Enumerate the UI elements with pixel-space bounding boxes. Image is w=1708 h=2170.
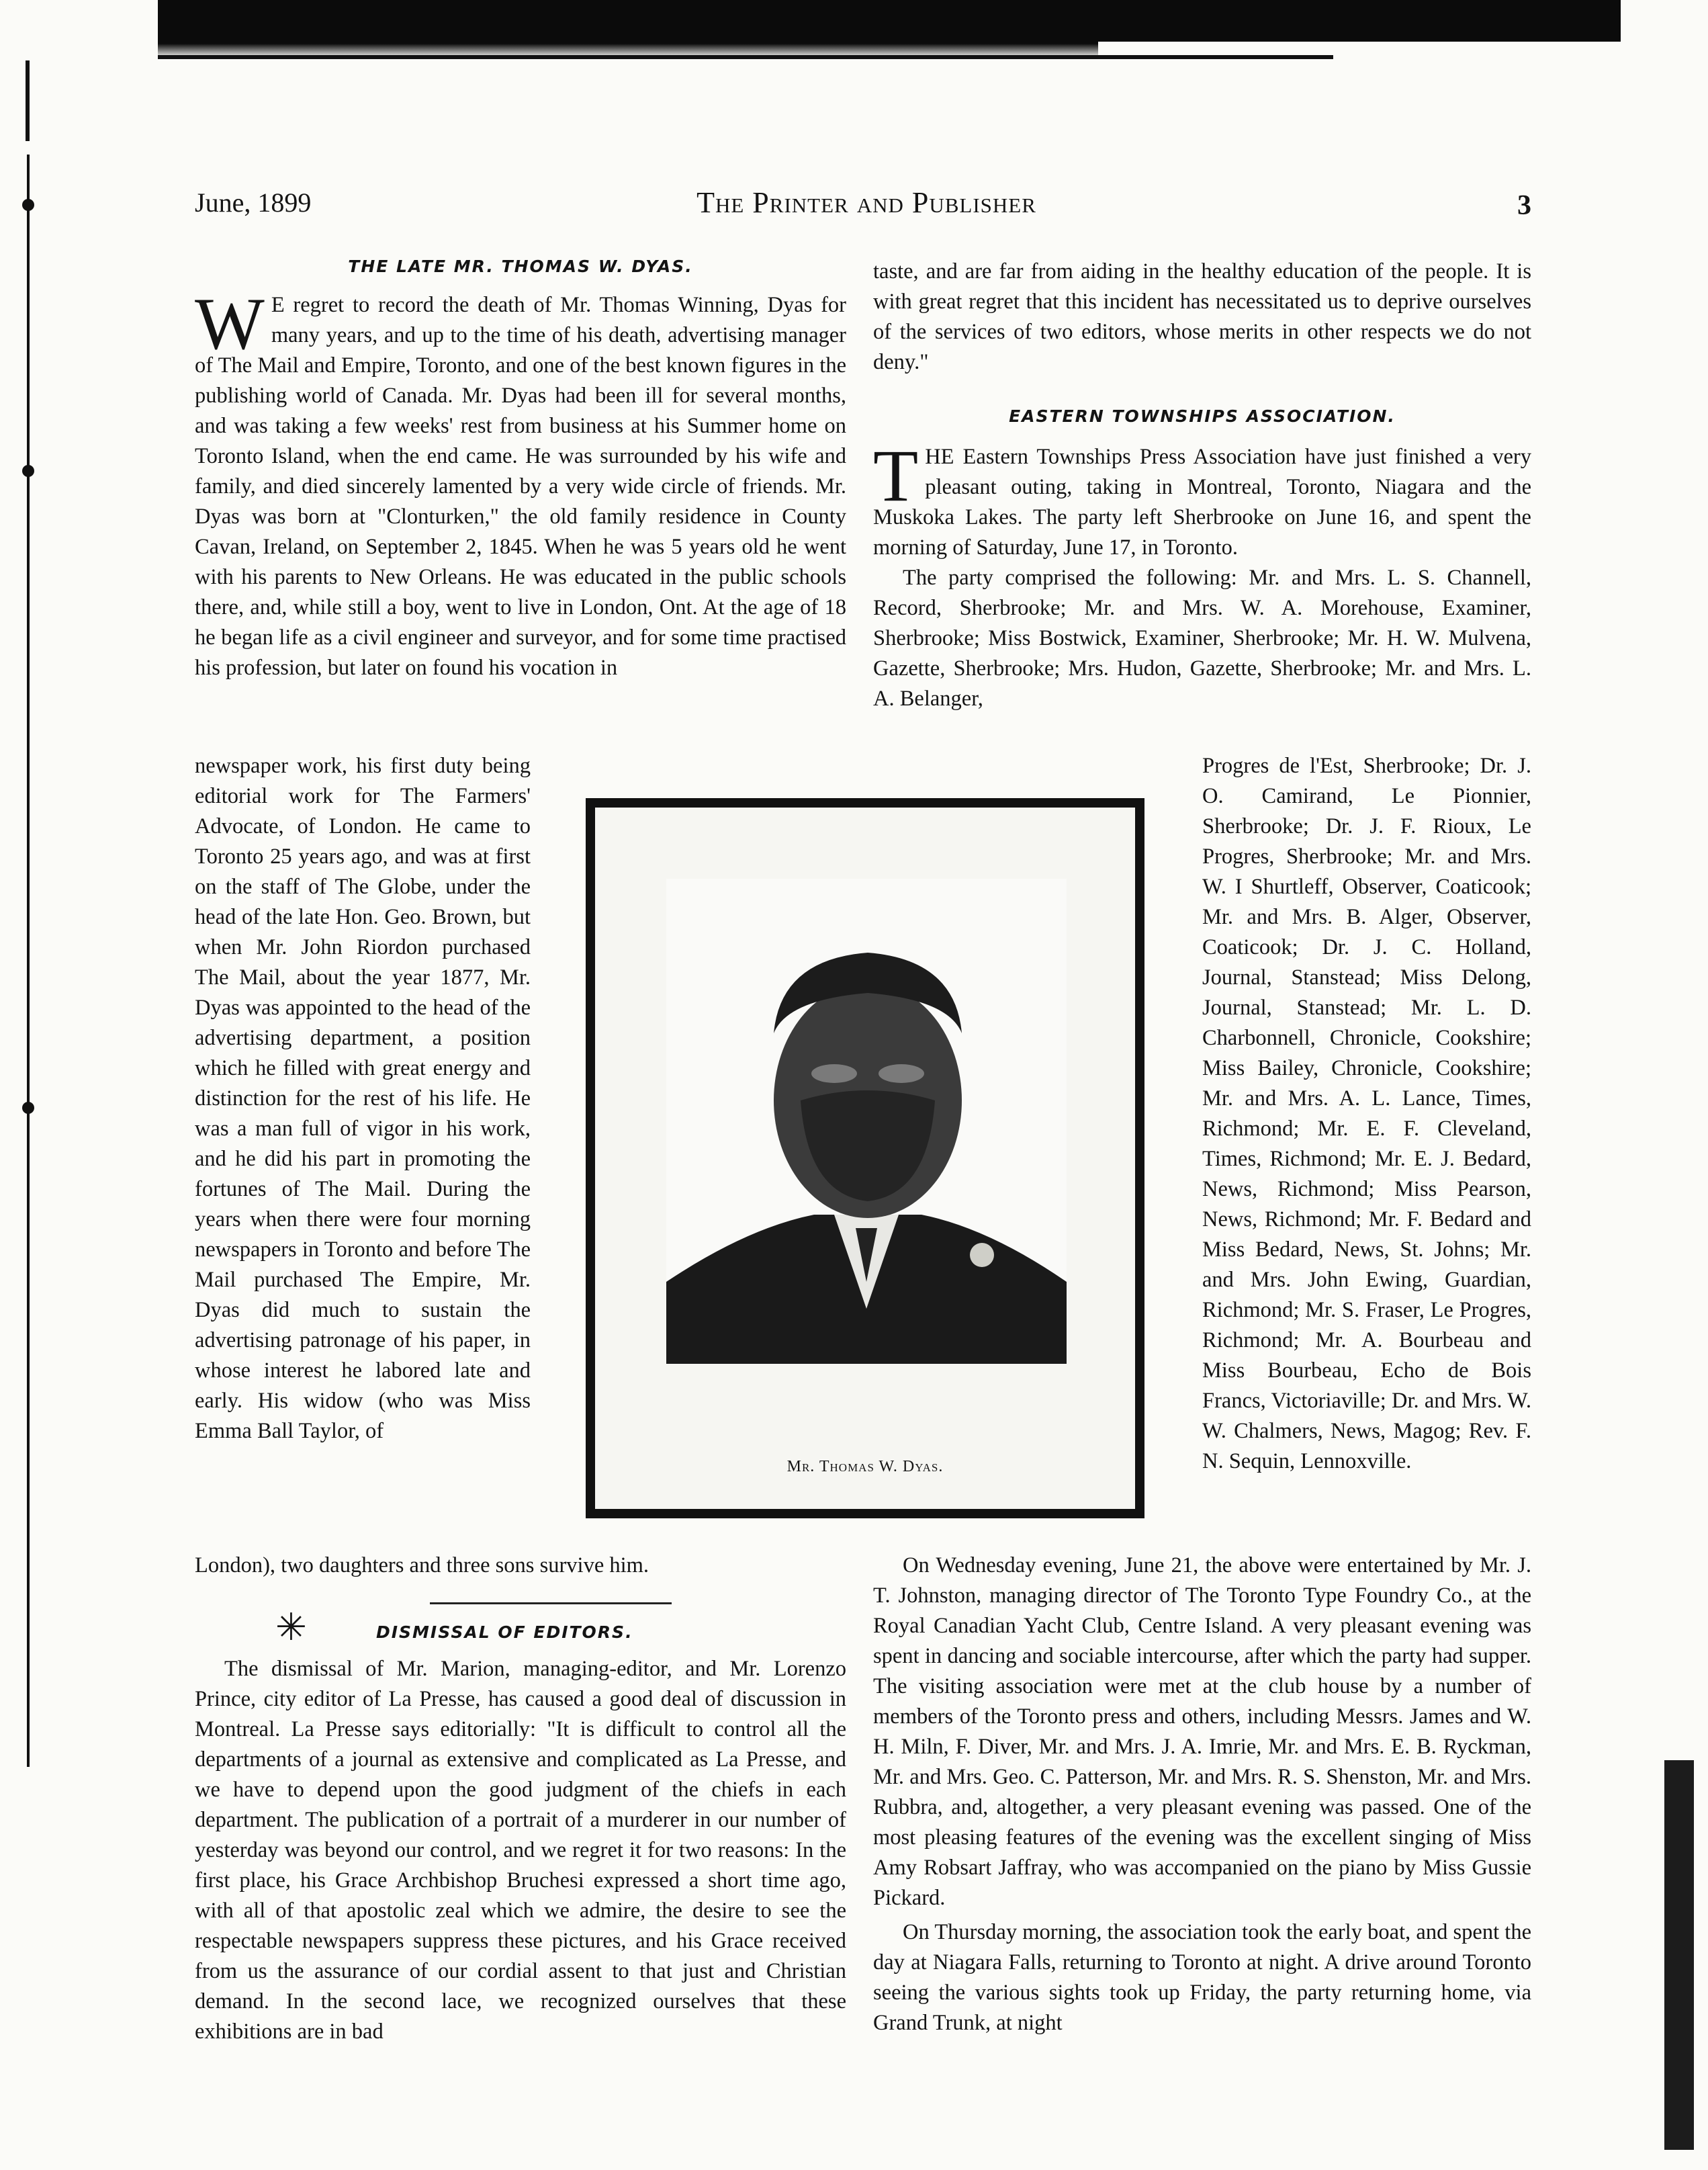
article-heading-dyas: THE LATE MR. THOMAS W. DYAS. bbox=[348, 257, 693, 276]
left-edge-dot bbox=[22, 465, 34, 477]
portrait-caption: Mr. Thomas W. Dyas. bbox=[786, 1458, 944, 1475]
portrait-photo bbox=[666, 879, 1067, 1364]
article-body-eastern-narrow bbox=[1202, 751, 1531, 1577]
article-body-eastern-wide bbox=[873, 442, 1531, 778]
section-divider bbox=[430, 1602, 672, 1604]
paragraph-text: E regret to record the death of Mr. Thomas Winning, Dyas for many years, and up to the time of his death, advertising manager of The Mail and Empire, Toronto, and one of the best known figures in the publishing world of Canada. Mr. Dyas had been ill for several months, and was taking a few weeks' rest from business at his Summer home on Toronto Island, when the end came. He was surrounded by his wife and family, and died sincerely lamented by a very wide circle of friends. Mr. Dyas was born at "Clonturken," the old family residence in County Cavan, Ireland, on September 2, 1845. When he was 5 years old he went with his parents to New Orleans. He was educated in the public schools there, and, while still a boy, went to live in London, Ont. At the age of 18 he began life as a civil engineer and surveyor, and for some time practised his profession, but later on found his vocation in bbox=[195, 293, 846, 680]
portrait-frame bbox=[586, 798, 1144, 1518]
paragraph-text: newspaper work, his first duty being editorial work for The Farmers' Advocate, of London. He came to Toronto 25 years ago, and was at first on the staff of The Globe, under the head of the late Hon. Geo. Brown, but when Mr. John Riordon purchased The Mail, about the year 1877, Mr. Dyas was appointed to the head of the advertising department, a position which he filled with great energy and distinction for the rest of his life. He was a man full of vigor in his work, and he did his part in promoting the fortunes of The Mail. During the years when there were four morning newspapers in Toronto and before The Mail purchased The Empire, Mr. Dyas did much to sustain the advertising patronage of his paper, in whose interest he labored late and early. His widow (who was Miss Emma Ball Taylor, of bbox=[195, 754, 531, 1443]
publication-title: The Printer and Publisher bbox=[696, 186, 1036, 219]
top-ink-bar bbox=[158, 0, 1621, 42]
left-edge-dot bbox=[22, 199, 34, 211]
left-edge-dot bbox=[22, 1102, 34, 1114]
article-body-dyas-narrow bbox=[195, 751, 531, 1577]
article-heading-eastern: EASTERN TOWNSHIPS ASSOCIATION. bbox=[1009, 406, 1396, 426]
paragraph-text: Progres de l'Est, Sherbrooke; Dr. J. O. Camirand, Le Pionnier, Sherbrooke; Dr. J. F. Rioux, Le Progres, Sherbrooke; Mr. and Mrs. W. I Shurtleff, Observer, Coaticook; Mr. and Mrs. B. Alger, Observer, Coaticook; Dr. J. C. Holland, Journal, Stanstead; Miss Delong, Journal, Stanstead; Mr. L. D. Charbonnell, Chronicle, Cookshire; Miss Bailey, Chronicle, Cookshire; Mr. and Mrs. A. L. Lance, Times, Richmond; Mr. E. F. Cleveland, Times, Richmond; Mr. E. J. Bedard, News, Richmond; Miss Pearson, News, Richmond; Mr. F. Bedard and Miss Bedard, News, St. Johns; Mr. and Mrs. John Ewing, Guardian, Richmond; Mr. S. Fraser, Le Progres, Richmond; Mr. A. Bourbeau and Miss Bourbeau, Echo de Bois Francs, Victoriaville; Dr. and Mrs. W. W. Chalmers, News, Magog; Rev. F. N. Sequin, Lennoxville. bbox=[1202, 754, 1531, 1473]
drop-cap: W bbox=[195, 290, 265, 365]
article-body-dismissal-continued bbox=[873, 257, 1531, 381]
right-edge-scan-strip bbox=[1664, 1760, 1694, 2150]
article-body-eastern-end bbox=[873, 1551, 1531, 2101]
article-body-dyas-end bbox=[195, 1551, 866, 1583]
article-heading-dismissal: DISMISSAL OF EDITORS. bbox=[376, 1622, 633, 1642]
article-body-dismissal bbox=[195, 1654, 846, 2097]
paragraph-text: London), two daughters and three sons survive him. bbox=[195, 1553, 649, 1577]
left-edge-line bbox=[27, 155, 30, 1767]
top-rule bbox=[158, 55, 1333, 59]
running-header bbox=[195, 180, 1538, 227]
paragraph-text: HE Eastern Townships Press Association have just finished a very pleasant outing, taking in Montreal, Toronto, Niagara and the Muskoka Lakes. The party left Sherbrooke on June 16, and spent the morning of Saturday, June 17, in Toronto. bbox=[873, 445, 1531, 560]
paragraph-text: The party comprised the following: Mr. and Mrs. L. S. Channell, Record, Sherbrooke; Mr. and Mrs. W. A. Morehouse, Examiner, Sherbrooke; Miss Bostwick, Examiner, Sherbrooke; Mr. H. W. Mulvena, Gazette, Sherbrooke; Mrs. Hudon, Gazette, Sherbrooke; Mr. and Mrs. L. A. Belanger, bbox=[873, 566, 1531, 711]
portrait-figure bbox=[666, 879, 1067, 1364]
paragraph-text: On Wednesday evening, June 21, the above were entertained by Mr. J. T. Johnston, managing director of The Toronto Type Foundry Co., at the Royal Canadian Yacht Club, Centre Island. A very pleasant evening was spent in dancing and sociable intercourse, after which the party had supper. The visiting association were met at the club house by a number of members of the Toronto press and others, including Messrs. James and W. H. Miln, F. Diver, Mr. and Mrs. J. A. Imrie, Mr. and Mrs. E. B. Ryckman, Mr. and Mrs. Geo. C. Patterson, Mr. and Mrs. R. S. Shenston, Mr. and Mrs. Rubbra, and, altogether, a very pleasant evening was passed. One of the most pleasing features of the evening was the excellent singing of Miss Amy Robsart Jaffray, who was accompanied on the piano by Miss Gussie Pickard. bbox=[873, 1553, 1531, 1910]
hand-mark-asterisk-icon: ✳ bbox=[275, 1606, 307, 1649]
drop-cap: T bbox=[873, 442, 919, 517]
left-edge-mark bbox=[26, 60, 30, 141]
page-number: 3 bbox=[1517, 190, 1531, 221]
issue-date: June, 1899 bbox=[195, 187, 312, 218]
paragraph-text: taste, and are far from aiding in the healthy education of the people. It is with great regret that this incident has necessitated us to deprive ourselves of the services of two editors, whose merits in other respects we do not deny." bbox=[873, 259, 1531, 374]
paragraph-text: The dismissal of Mr. Marion, managing-editor, and Mr. Lorenzo Prince, city editor of La Presse, has caused a good deal of discussion in Montreal. La Presse says editorially: "It is difficult to control all the departments of a journal as extensive and complicated as La Presse, and we have to depend upon the good judgment of the chiefs in each department. The publication of a portrait of a murderer in our number of yesterday was beyond our control, and we regret it for two reasons: In the first place, his Grace Archbishop Bruchesi expressed a short time ago, with all of that apostolic zeal which we admire, the desire to see the respectable newspapers suppress these pictures, and his Grace received from us the assurance of our cordial assent to that just and Christian demand. In the second lace, we recognized ourselves that these exhibitions are in bad bbox=[195, 1657, 846, 2044]
paragraph-text: On Thursday morning, the association took the early boat, and spent the day at Niagara Falls, returning to Toronto at night. A drive around Toronto seeing the various sights took up Friday, the party returning home, via Grand Trunk, at night bbox=[873, 1920, 1531, 2035]
article-body-dyas-wide bbox=[195, 290, 846, 754]
